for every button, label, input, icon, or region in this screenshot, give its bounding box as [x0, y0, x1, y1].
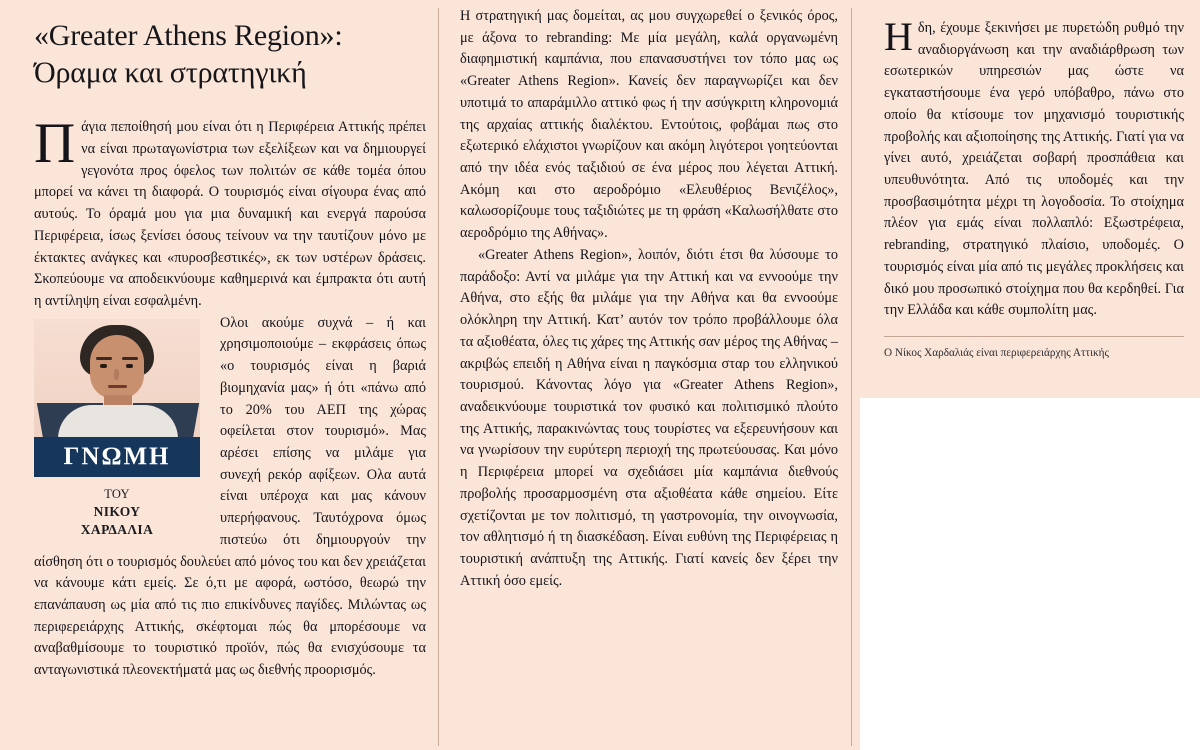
opinion-block — [34, 319, 206, 539]
article-column-1 — [34, 18, 426, 682]
headline-line-1: «Greater Athens Region»: — [34, 19, 343, 52]
portrait-nose — [114, 369, 119, 380]
portrait-brow-right — [122, 357, 138, 360]
article-column-3 — [884, 14, 1184, 362]
byline-prefix: ΤΟΥ — [104, 486, 130, 501]
drop-cap-column-1: Π — [34, 112, 76, 176]
paragraph: «Greater Athens Region», λοιπόν, διότι έτσι θα λύσουμε το παράδοξο: Αντί να μιλάμε για την Αττική και να εννοούμε την Αθήνα, στο εξής θα μιλάμε για την Αθήνα και θα εννοούμε ολόκληρη την Αττική. Κατ’ αυτόν τον τρόπο προβάλλουμε όλα τα αξιοθέατα, όλες τις χάρες της Αττικής σαν μέρος της Αθήνας – ακριβώς επειδή η Αθήνα είναι η παγκόσμια σταρ του ελληνικού τουρισμού. Κάνοντας λόγο για «Greater Athens Region», αναδεικνύουμε τουριστικά τον φυσικό και πολιτισμικό πλούτο της Αττικής, παρακινώντας τους τουρίστες να εξερευνήσουν και να γνωρίσουν την ευρύτερη περιοχή της πρωτεύουσας. Και μόνο η Περιφέρεια μπορεί να σχεδιάσει μία καμπάνια διεθνούς προβολής προσαρμοσμένη στα αξιοθέατα κάθε σημείου. Είτε σχετίζονται με τον πολιτισμό, τη γαστρονομία, την οινογνωσία, τον αθλητισμό ή τη διασκέδαση. Είναι ευθύνη της Περιφέρειας η τουριστική ανάπτυξη της Αττικής. Γιατί κανείς δεν ξέρει την Αττική όσο εμείς. — [460, 246, 838, 589]
article-column-2 — [460, 6, 838, 592]
opinion-badge — [34, 437, 200, 477]
column-1-first-paragraph-block — [34, 112, 426, 312]
drop-cap-column-3: Η — [884, 14, 913, 59]
column-rule-2 — [851, 8, 852, 746]
column-3-first-paragraph-block — [884, 14, 1184, 322]
author-credit: Ο Νίκος Χαρδαλιάς είναι περιφερειάρχης Αττικής — [884, 347, 1109, 360]
portrait-eye-right — [126, 364, 133, 368]
paragraph: δη, έχουμε ξεκινήσει με πυρετώδη ρυθμό την αναδιοργάνωση και την αναδιάρθρωση των εσωτερικών υπηρεσιών μας ώστε να εγκαταστήσουμε ένα γερό υπόβαθρο, πάνω στο οποίο θα κτίσουμε τον μηχανισμό τουριστικής προβολής και αξιοποίησης της Αττικής. Γιατί για να γίνει αυτό, χρειάζεται σοβαρή προσπάθεια και υπευθυνότητα. Από τις υποδομές και την προσβασιμότητα μέχρι τη λογοδοσία. Το στοίχημα πλέον για εμάς είναι πολλαπλό: Εξωστρέφεια, rebranding, στρατηγικό πλαίσιο, υποδομές. Ο τουρισμός είναι μία από τις μεγάλες προκλήσεις και δικό μου προσωπικό στοίχημα που θα κερδηθεί. Για την Ελλάδα και κάθε συμπολίτη μας. — [884, 20, 1184, 319]
page-background-right-bottom — [860, 398, 1200, 750]
headline-line-2: Όραμα και στρατηγική — [34, 55, 307, 89]
byline — [34, 477, 200, 539]
paragraph: Η στρατηγική μας δομείται, ας μου συγχωρεθεί ο ξενικός όρος, με άξονα το rebranding: Με μία μεγάλη, καλά οργανωμένη διαφημιστική καμπάνια, που επανασυστήνει τον τόπο μας ως «Greater Athens Region». Κανείς δεν παραγνωρίζει και δεν υποτιμά το απαράμιλλο αττικό φως ή την ασύγκριτη κληρονομιά της αρχαίας αττικής διαλέκτου. Εντούτοις, φοβάμαι πως στο εξωτερικό ελάχιστοι γνωρίζουν και ακόμη λιγότεροι γοητεύονται από την ιδέα ενός ταξιδιού σε ένα μέρος που λέγεται Αττική. Ακόμη και στο αεροδρόμιο «Ελευθέριος Βενιζέλος», καλωσορίζουμε τους ταξιδιώτες με τη φράση «Καλωσήλθατε στο αεροδρόμιο της Αθήνας». — [460, 8, 838, 242]
column-rule-1 — [438, 8, 439, 746]
page-title — [34, 18, 426, 91]
paragraph: άγια πεποίθησή μου είναι ότι η Περιφέρεια Αττικής πρέπει να είναι πρωταγωνίστρια των εξελίξεων και να δημιουργεί γεγονότα προς όφελος των πολιτών σε κάθε τομέα όπου μπορεί να κάνει τη διαφορά. Ο τουρισμός είναι σίγουρα ένας από αυτούς. Το όραμά μου για μια δυναμική και ενεργά παρούσα Περιφέρεια, ίσως ξενίσει όσους τείνουν να την ταυτίζουν μόνο με έκτακτες ανάγκες και «πυροσβεστικές», εκ των υστέρων δράσεις. Σκοπεύουμε να αποδεικνύουμε καθημερινά και έμπρακτα ότι αυτή η αντίληψη είναι εσφαλμένη. — [34, 119, 426, 309]
byline-name-line-1: ΝΙΚΟΥ — [93, 503, 141, 519]
portrait-shirt — [58, 405, 178, 437]
paragraph: Ολοι ακούμε συχνά – ή και χρησιμοποιούμε – εκφράσεις όπως «ο τουρισμός είναι η βαριά βιομηχανία μας» ή ότι «πάνω από το 20% του ΑΕΠ της χώρας οφείλεται στον τουρισμό». Μας αρέσει επίσης να μιλάμε για συνεχή ρεκόρ αφίξεων. Ολα αυτά είναι υπέροχα και μας κάνουν υπερήφανους. Ταυτόχρονα όμως πιστεύω ότι δημιουργούν την αίσθηση ότι ο τουρισμός δουλεύει από μόνος του και δεν χρειάζεται να κάνουμε κάτι εμείς. Σε ό,τι με αφορά, ωστόσο, θεωρώ την επανάπαυση ως μία από τις πιο επικίνδυνες παγίδες. Μιλώντας ως περιφερειάρχης Αττικής, σκέφτομαι πώς θα μπορέσουμε να αναβαθμίσουμε το τουριστικό προϊόν, πώς θα ενισχύσουμε τα ανταγωνιστικά πλεονεκτήματά μας ως διεθνής προορισμός. — [34, 314, 426, 679]
byline-name-line-2: ΧΑΡΔΑΛΙΑ — [80, 521, 154, 537]
portrait-eye-left — [100, 364, 107, 368]
opinion-badge-label: ΓΝΩΜΗ — [63, 442, 171, 470]
divider — [884, 336, 1184, 337]
author-portrait — [34, 319, 200, 437]
portrait-brow-left — [96, 357, 112, 360]
portrait-mouth — [108, 385, 127, 388]
portrait-face — [90, 335, 144, 399]
